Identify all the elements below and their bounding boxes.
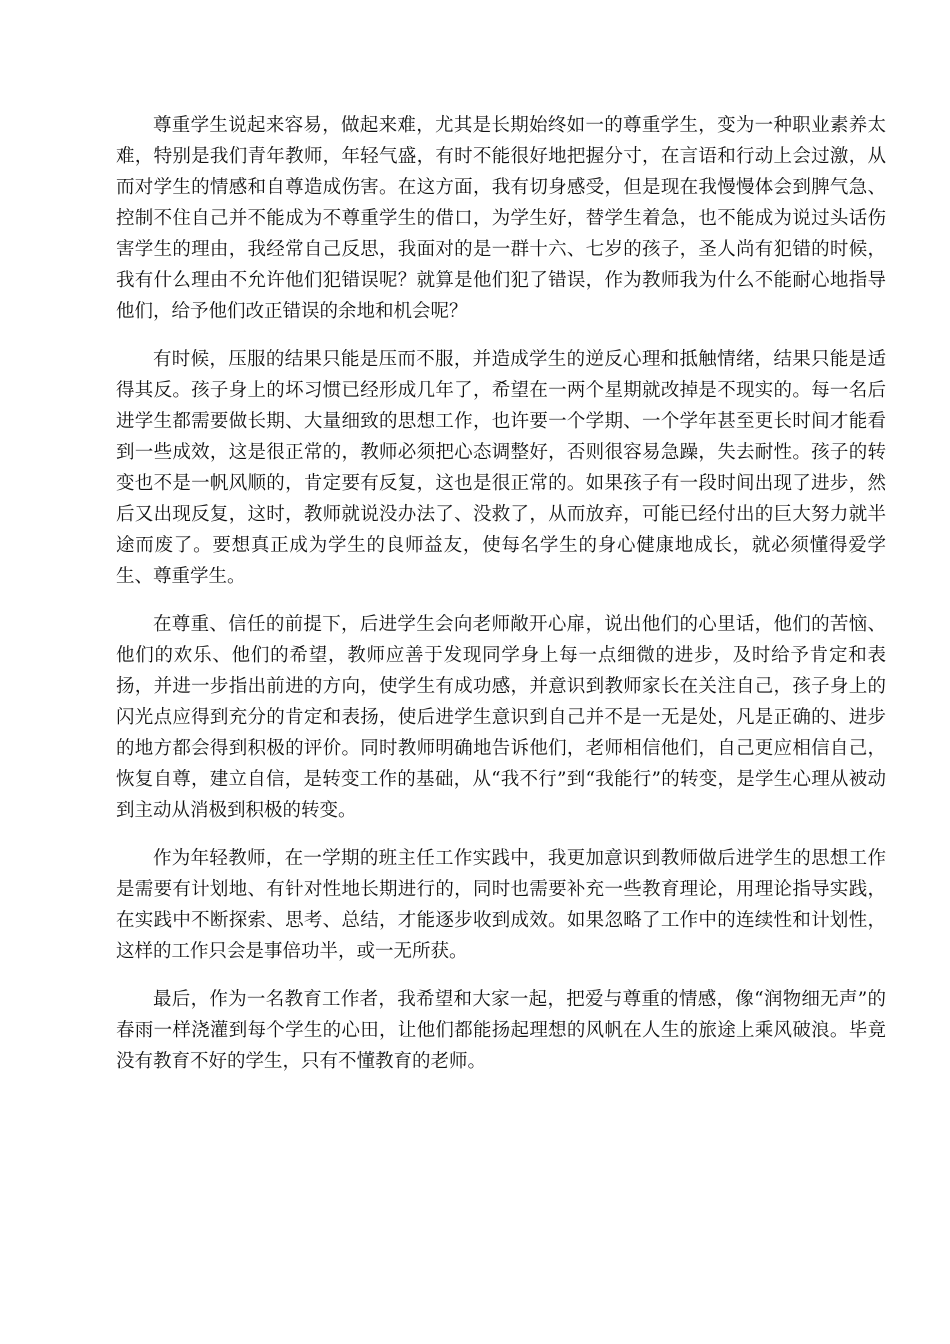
paragraph-2: 有时候，压服的结果只能是压而不服，并造成学生的逆反心理和抵触情绪，结果只能是适得其反。孩子身上的坏习惯已经形成几年了，希望在一两个星期就改掉是不现实的。每一名后进学生都需要做长期、大量细致的思想工作，也许要一个学期、一个学年甚至更长时间才能看到一些成效，这是很正常的，教师必须把心态调整好，否则很容易急躁，失去耐性。孩子的转变也不是一帆风顺的，肯定要有反复，这也是很正常的。如果孩子有一段时间出现了进步，然后又出现反复，这时，教师就说没办法了、没救了，从而放弃，可能已经付出的巨大努力就半途而废了。要想真正成为学生的良师益友，使每名学生的身心健康地成长，就必须懂得爱学生、尊重学生。: [116, 349, 886, 587]
paragraph-5: 最后，作为一名教育工作者，我希望和大家一起，把爱与尊重的情感，像“润物细无声”的春雨一样浇灌到每个学生的心田，让他们都能扬起理想的风帆在人生的旅途上乘风破浪。毕竟没有教育不好的学生，只有不懂教育的老师。: [116, 989, 886, 1072]
document-page: [116, 110, 886, 1094]
paragraph-3: 在尊重、信任的前提下，后进学生会向老师敞开心扉，说出他们的心里话，他们的苦恼、他们的欢乐、他们的希望，教师应善于发现同学身上每一点细微的进步，及时给予肯定和表扬，并进一步指出前进的方向，使学生有成功感，并意识到教师家长在关注自己，孩子身上的闪光点应得到充分的肯定和表扬，使后进学生意识到自己并不是一无是处，凡是正确的、进步的地方都会得到积极的评价。同时教师明确地告诉他们，老师相信他们，自己更应相信自己，恢复自尊，建立自信，是转变工作的基础，从“我不行”到“我能行”的转变，是学生心理从被动到主动从消极到积极的转变。: [116, 614, 886, 821]
paragraph-1: 尊重学生说起来容易，做起来难，尤其是长期始终如一的尊重学生，变为一种职业素养太难，特别是我们青年教师，年轻气盛，有时不能很好地把握分寸，在言语和行动上会过激，从而对学生的情感和自尊造成伤害。在这方面，我有切身感受，但是现在我慢慢体会到脾气急、控制不住自己并不能成为不尊重学生的借口，为学生好，替学生着急，也不能成为说过头话伤害学生的理由，我经常自己反思，我面对的是一群十六、七岁的孩子，圣人尚有犯错的时候，我有什么理由不允许他们犯错误呢？就算是他们犯了错误，作为教师我为什么不能耐心地指导他们，给予他们改正错误的余地和机会呢？: [116, 115, 886, 322]
paragraph-4: 作为年轻教师，在一学期的班主任工作实践中，我更加意识到教师做后进学生的思想工作是需要有计划地、有针对性地长期进行的，同时也需要补充一些教育理论，用理论指导实践，在实践中不断探索、思考、总结，才能逐步收到成效。如果忽略了工作中的连续性和计划性，这样的工作只会是事倍功半，或一无所获。: [116, 848, 886, 962]
